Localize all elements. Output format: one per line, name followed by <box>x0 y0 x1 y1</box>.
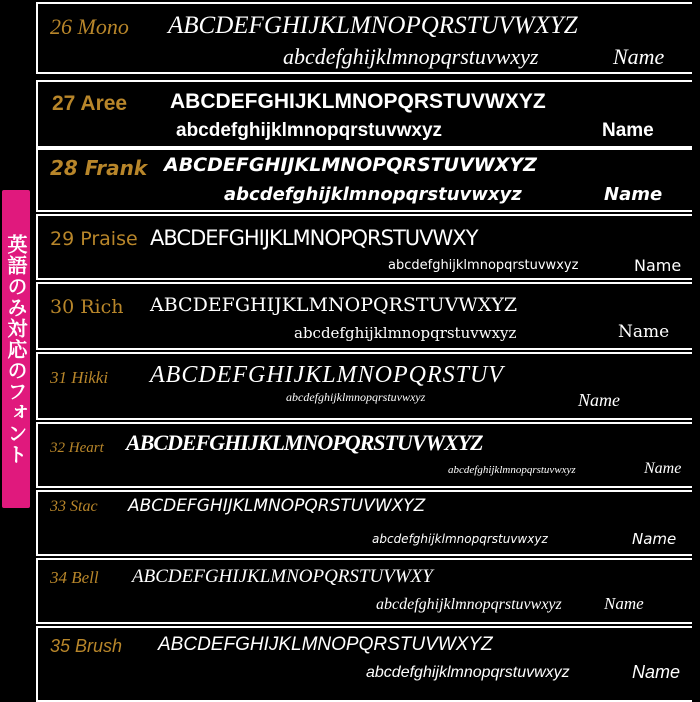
uppercase-sample: ABCDEFGHIJKLMNOPQRSTUVWXYZ <box>164 154 537 176</box>
font-label: 27 Aree <box>52 92 128 115</box>
lowercase-sample: abcdefghijklmnopqrstuvwxyz <box>176 120 443 141</box>
name-sample: Name <box>602 120 654 141</box>
font-row-stac <box>36 490 692 556</box>
font-row-hikki <box>36 352 692 420</box>
font-row-heart <box>36 422 692 488</box>
font-row-brush <box>36 626 692 702</box>
font-sample-list <box>36 2 700 700</box>
name-sample: Name <box>634 256 682 275</box>
uppercase-sample: ABCDEFGHIJKLMNOPQRSTUVWXYZ <box>168 12 578 39</box>
uppercase-sample: ABCDEFGHIJKLMNOPQRSTUV <box>150 362 504 388</box>
name-sample: Name <box>604 184 663 205</box>
lowercase-sample: abcdefghijklmnopqrstuvwxyz <box>448 464 576 476</box>
font-label: 30 Rich <box>50 296 124 318</box>
lowercase-sample: abcdefghijklmnopqrstuvwxyz <box>366 664 570 681</box>
lowercase-sample: abcdefghijklmnopqrstuvwxyz <box>283 44 539 69</box>
font-row-rich <box>36 282 692 350</box>
font-label: 28 Frank <box>50 156 148 180</box>
side-label-badge <box>2 190 30 508</box>
name-sample: Name <box>644 460 682 477</box>
lowercase-sample: abcdefghijklmnopqrstuvwxyz <box>372 532 548 546</box>
name-sample: Name <box>632 530 677 548</box>
uppercase-sample: ABCDEFGHIJKLMNOPQRSTUVWXY <box>150 226 478 250</box>
lowercase-sample: abcdefghijklmnopqrstuvwxyz <box>286 390 426 404</box>
font-label: 35 Brush <box>50 636 123 656</box>
uppercase-sample: ABCDEFGHIJKLMNOPQRSTUVWXYZ <box>150 294 518 316</box>
uppercase-sample: ABCDEFGHIJKLMNOPQRSTUVWXYZ <box>126 430 483 455</box>
lowercase-sample: abcdefghijklmnopqrstuvwxyz <box>388 258 579 273</box>
font-label: 29 Praise <box>50 228 138 250</box>
lowercase-sample: abcdefghijklmnopqrstuvwxyz <box>294 324 517 342</box>
font-label: 26 Mono <box>50 14 129 39</box>
lowercase-sample: abcdefghijklmnopqrstuvwxyz <box>224 184 522 205</box>
uppercase-sample: ABCDEFGHIJKLMNOPQRSTUVWXYZ <box>128 496 426 516</box>
uppercase-sample: ABCDEFGHIJKLMNOPQRSTUVWXYZ <box>158 634 493 655</box>
uppercase-sample: ABCDEFGHIJKLMNOPQRSTUVWXY <box>132 566 433 587</box>
font-row-frank <box>36 148 692 212</box>
font-label: 33 Stac <box>50 498 98 515</box>
font-label: 31 Hikki <box>50 368 109 387</box>
side-label-text: 英語のみ対応のフォント <box>4 233 28 465</box>
font-row-mono <box>36 2 692 74</box>
font-label: 34 Bell <box>50 568 99 587</box>
font-row-praise <box>36 214 692 280</box>
font-row-aree <box>36 80 692 148</box>
name-sample: Name <box>604 594 644 613</box>
name-sample: Name <box>613 44 665 69</box>
name-sample: Name <box>578 390 620 410</box>
name-sample: Name <box>618 322 670 342</box>
name-sample: Name <box>632 662 681 682</box>
font-row-bell <box>36 558 692 624</box>
uppercase-sample: ABCDEFGHIJKLMNOPQRSTUVWXYZ <box>170 90 546 113</box>
font-label: 32 Heart <box>50 440 104 456</box>
lowercase-sample: abcdefghijklmnopqrstuvwxyz <box>376 596 562 613</box>
